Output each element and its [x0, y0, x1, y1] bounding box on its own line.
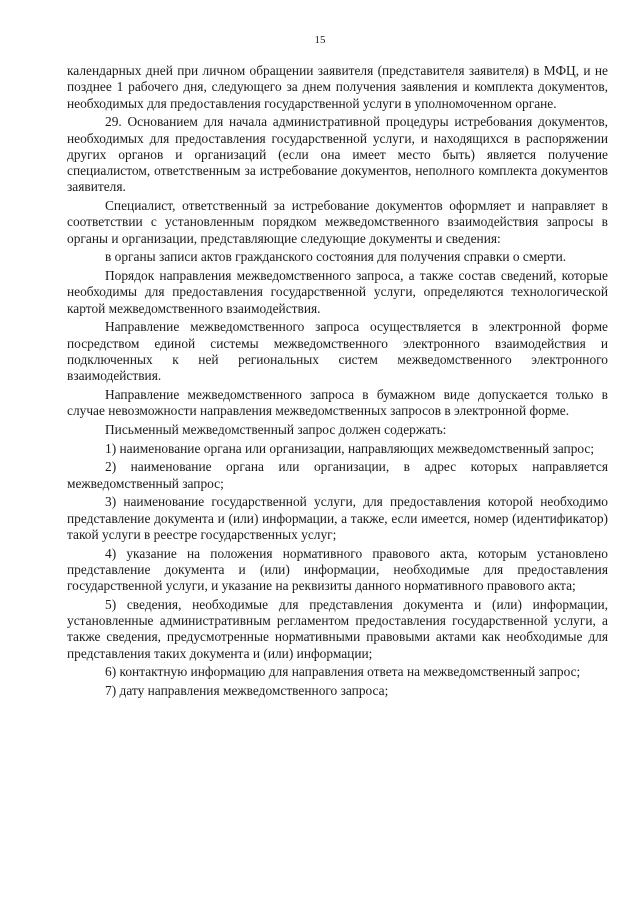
paragraph: в органы записи актов гражданского состояния для получения справки о смерти. [105, 249, 567, 265]
list-item: 2) наименование органа или организации, в адрес которых направляется межведомственный запрос; [67, 459, 608, 491]
list-item: 3) наименование государственной услуги, для предоставления которой необходимо представление документа и (или) информации, а также, если имеется, номер (идентификатор) такой услуги в реестре государственных услуг; [67, 494, 608, 542]
paragraph-29: 29. Основанием для начала административной процедуры истребования документов, необходимых для предоставления государственной услуги, и находящихся в распоряжении других органов и организаций (если она имеет место быть) является получение специалистом, ответственным за истребование документов, неполного комплекта документов заявителя. [67, 114, 608, 195]
list-item: 4) указание на положения нормативного правового акта, которым установлено представление документа и (или) информации, необходимые для предоставления государственной услуги, и указание на реквизиты данного нормативного правового акта; [67, 545, 608, 594]
paragraph: Направление межведомственного запроса осуществляется в электронной форме посредством единой системы межведомственного электронного взаимодействия и подключенных к ней региональных систем межведомственного электронного взаимодействия. [67, 319, 608, 384]
list-item: 6) контактную информацию для направления ответа на межведомственный запрос; [105, 664, 581, 680]
document-body [67, 63, 608, 702]
paragraph: Письменный межведомственный запрос должен содержать: [105, 421, 447, 437]
paragraph: Порядок направления межведомственного запроса, а также состав сведений, которые необходимы для предоставления государственной услуги, определяются технологической картой межведомственного взаимодействия. [67, 268, 608, 316]
list-item: 5) сведения, необходимые для представления документа и (или) информации, установленные административным регламентом предоставления государственной услуги, а также сведения, предусмотренные нормативными правовыми актами как необходимые для представления таких документа и (или) информации; [67, 596, 608, 661]
paragraph-continuation: календарных дней при личном обращении заявителя (представителя заявителя) в МФЦ, и не позднее 1 рабочего дня, следующего за днем получения заявления и комплекта документов, необходимых для предоставления государственной услуги в уполномоченном органе. [67, 63, 608, 111]
paragraph: Направление межведомственного запроса в бумажном виде допускается только в случае невозможности направления межведомственных запросов в электронной форме. [67, 386, 608, 419]
list-item: 1) наименование органа или организации, направляющих межведомственный запрос; [105, 440, 595, 456]
paragraph: Специалист, ответственный за истребование документов оформляет и направляет в соответствии с установленным порядком межведомственного взаимодействия запросы в органы и организации, представляющие следующие документы и сведения: [67, 198, 608, 246]
list-item: 7) дату направления межведомственного запроса; [105, 683, 389, 699]
page-number: 15 [314, 34, 326, 46]
